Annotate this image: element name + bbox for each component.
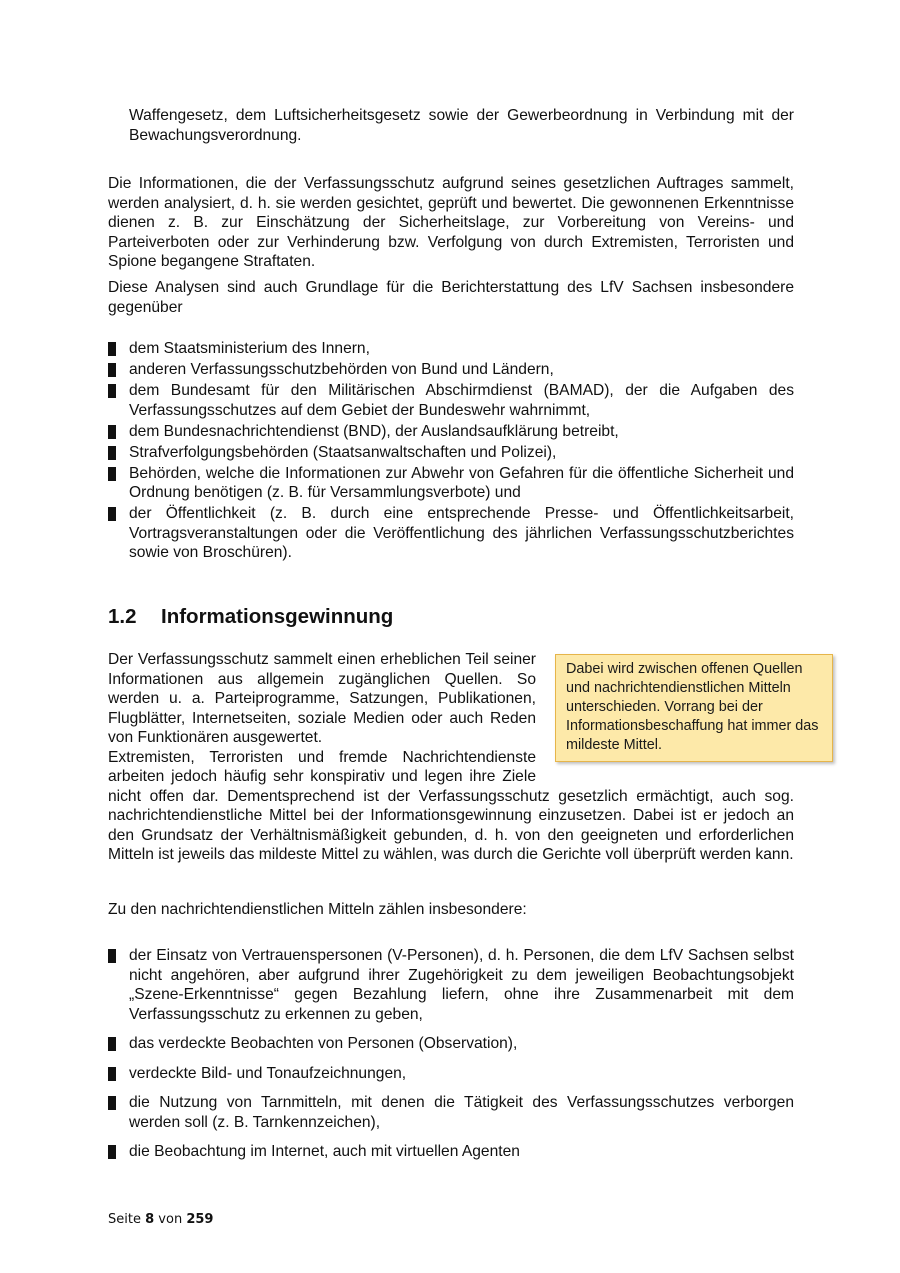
list-item: dem Bundesnachrichtendienst (BND), der Auslandsaufklärung betreibt, [108,422,794,442]
list-item: der Öffentlichkeit (z. B. durch eine entsprechende Presse- und Öffentlichkeitsarbeit, Vortragsveranstaltungen oder die Veröffentlichung des jährlichen Verfassungsschutzberichtes sowie von Broschüren). [108,504,794,563]
footer-page-number: 8 [145,1212,155,1227]
collection-paragraph-part1: Der Verfassungsschutz sammelt einen erheblichen Teil seiner Informationen aus allgemein zugänglichen Quellen. So werden u. a. Parteiprogramme, Satzungen, Publikationen, Flugblätter, Internetseiten, soziale Medien oder auch Reden von Funktionären ausgewertet. [108,651,536,746]
intelligence-means-list [108,946,794,1172]
section-heading [108,605,393,629]
list-item: Strafverfolgungsbehörden (Staatsanwaltschaften und Polizei), [108,443,794,463]
reporting-recipients-list [108,339,794,564]
bullet-marker-icon [108,1067,116,1081]
bullet-marker-icon [108,425,116,439]
footer-middle: von [158,1212,183,1227]
list-item: anderen Verfassungsschutzbehörden von Bund und Ländern, [108,360,794,380]
intro-continuation-paragraph: Waffengesetz, dem Luftsicherheitsgesetz sowie der Gewerbeordnung in Verbindung mit der Bewachungsverordnung. [129,107,794,144]
list-item: das verdeckte Beobachten von Personen (Observation), [108,1034,794,1054]
bullet-marker-icon [108,467,116,481]
list-item: die Nutzung von Tarnmitteln, mit denen die Tätigkeit des Verfassungsschutzes verborgen werden soll (z. B. Tarnkennzeichen), [108,1093,794,1132]
list-item: dem Staatsministerium des Innern, [108,339,794,359]
list-item: verdeckte Bild- und Tonaufzeichnungen, [108,1064,794,1084]
analysis-paragraph: Die Informationen, die der Verfassungsschutz aufgrund seines gesetzlichen Auftrages sammelt, werden analysiert, d. h. sie werden gesichtet, geprüft und bewertet. Die gewonnenen Erkenntnisse dienen z. B. zur Einschätzung der Sicherheitslage, zur Vorbereitung von Vereins- und Parteiverboten oder zur Verhinderung bzw. Verfolgung von durch Extremisten, Terroristen und Spione begangene Straftaten. [108,175,794,270]
bullet-marker-icon [108,949,116,963]
bullet-marker-icon [108,1145,116,1159]
means-intro-paragraph: Zu den nachrichtendienstlichen Mitteln zählen insbesondere: [108,901,527,918]
bullet-marker-icon [108,342,116,356]
page-footer [108,1212,213,1227]
list-item: Behörden, welche die Informationen zur Abwehr von Gefahren für die öffentliche Sicherheit und Ordnung benötigen (z. B. für Versammlungsverbote) und [108,464,794,503]
section-title: Informationsgewinnung [161,605,394,628]
collection-paragraph-part2: Extremisten, Terroristen und fremde Nachrichtendienste arbeiten jedoch häufig sehr konspirativ und legen ihre Ziele nicht offen dar. Dementsprechend ist der Verfassungsschutz gesetzlich ermächtigt, auch sog. nachrichtendienstliche Mittel bei der Informationsgewinnung einzusetzen. Dabei ist er jedoch an den Grundsatz der Verhältnismäßigkeit gebunden, d. h. von den geeigneten und erforderlichen Mitteln ist jeweils das mildeste Mittel zu wählen, was durch die Gerichte voll überprüft werden kann. [108,748,794,863]
bullet-marker-icon [108,1037,116,1051]
list-item: die Beobachtung im Internet, auch mit virtuellen Agenten [108,1142,794,1162]
footer-total-pages: 259 [186,1212,214,1227]
section-number: 1.2 [108,605,137,628]
bullet-marker-icon [108,507,116,521]
bullet-marker-icon [108,1096,116,1110]
info-box: Dabei wird zwischen offenen Quellen und nachrichtendienstlichen Mitteln unterschieden. Vorrang bei der Informationsbeschaffung hat immer das mildeste Mittel. [555,654,833,762]
bullet-marker-icon [108,363,116,377]
list-item: der Einsatz von Vertrauenspersonen (V-Personen), d. h. Personen, die dem LfV Sachsen selbst nicht angehören, aber aufgrund ihrer Zugehörigkeit zu dem jeweiligen Beobachtungsobjekt „Szene-Erkenntnisse“ gegen Bezahlung liefern, ohne ihre Zusammenarbeit mit dem Verfassungsschutz zu erkennen zu geben, [108,946,794,1024]
bullet-marker-icon [108,384,116,398]
reporting-paragraph: Diese Analysen sind auch Grundlage für die Berichterstattung des LfV Sachsen insbesondere gegenüber [108,279,794,316]
list-item: dem Bundesamt für den Militärischen Abschirmdienst (BAMAD), der die Aufgaben des Verfassungsschutzes auf dem Gebiet der Bundeswehr wahrnimmt, [108,381,794,420]
bullet-marker-icon [108,446,116,460]
footer-prefix: Seite [108,1212,141,1227]
